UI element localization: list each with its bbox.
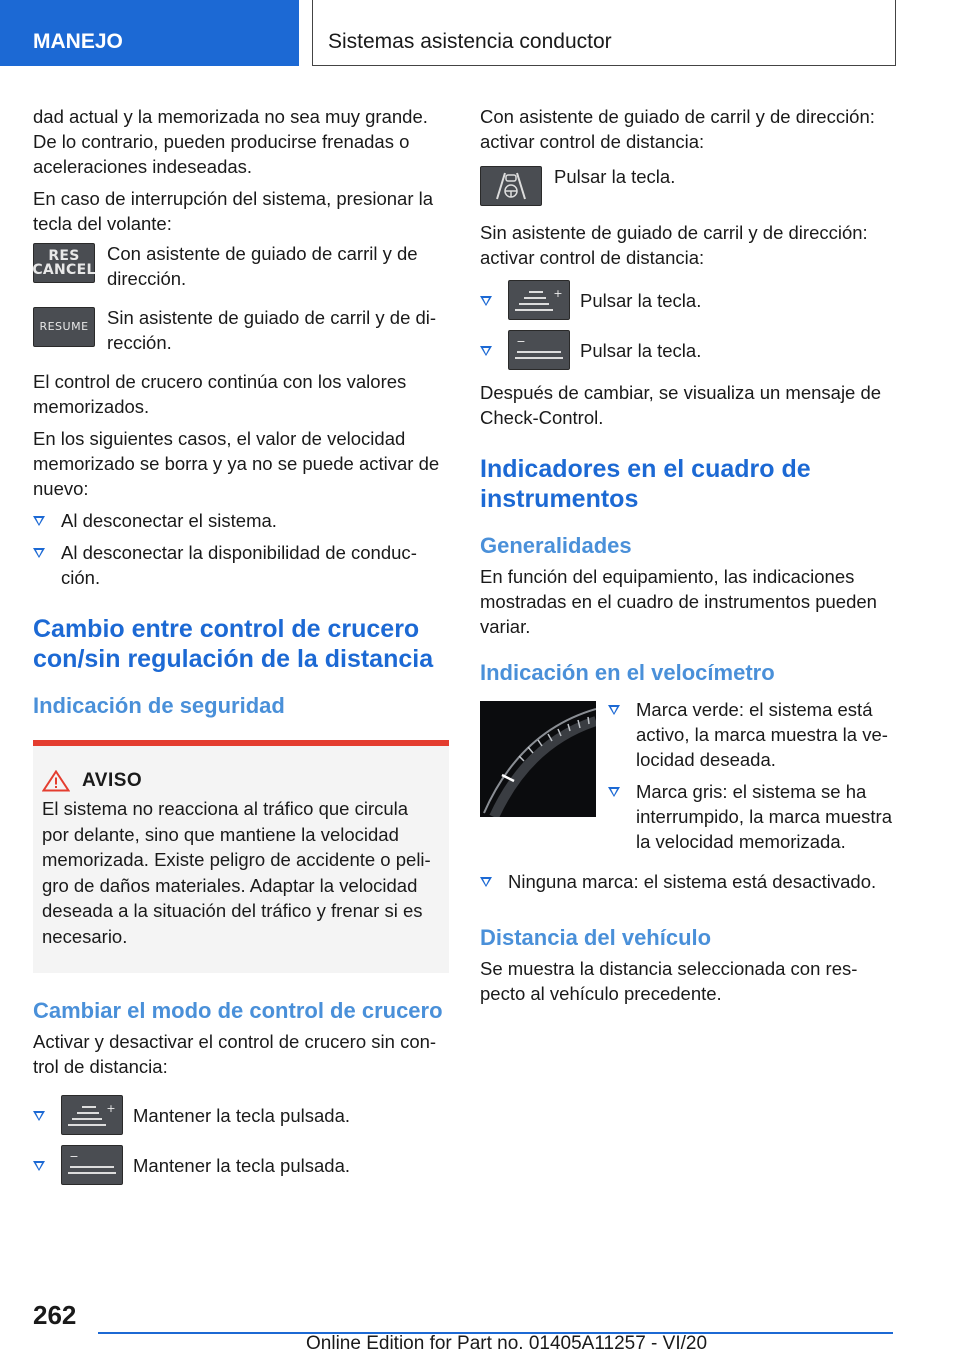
edition-text: Online Edition for Part no. 01405A11257 - VI/20	[306, 1333, 708, 1354]
paragraph: Se muestra la distancia seleccionada con respecto al vehículo precedente.	[480, 958, 858, 1004]
subsection-heading: Distancia del vehículo	[480, 925, 712, 950]
paragraph: En función del equipamiento, las indicaciones mostradas en el cuadro de instrumentos pueden variar.	[480, 566, 877, 637]
list-item: Al desconectar la disponibilidad de conducción.	[33, 540, 449, 590]
right-column	[480, 104, 896, 1013]
bullet-triangle-icon	[33, 548, 45, 558]
lane-distance-minus-icon	[508, 330, 570, 370]
key-row-res-cancel	[33, 243, 449, 291]
bullet-triangle-icon	[608, 705, 620, 715]
key-label-line2: CANCEL	[32, 262, 96, 278]
paragraph: Con asistente de guiado de carril y de dirección: activar control de distancia:	[480, 106, 875, 152]
bullet-triangle-icon	[480, 346, 492, 356]
resume-key-icon	[33, 307, 95, 347]
list-item: Marca verde: el sistema está activo, la marca muestra la velocidad deseada.	[608, 697, 896, 772]
speedometer-image	[480, 701, 596, 817]
page-number: 262	[33, 1300, 77, 1330]
subsection-heading: Cambiar el modo de control de crucero	[33, 998, 443, 1023]
bullet-list	[480, 869, 896, 894]
bullet-triangle-icon	[480, 877, 492, 887]
warning-label: AVISO	[82, 770, 143, 791]
key-description: Mantener la tecla pulsada.	[133, 1154, 350, 1176]
key-label-line1: RES	[48, 248, 80, 264]
bullet-triangle-icon	[33, 1111, 45, 1121]
key-sign: +	[553, 287, 563, 300]
speedometer-bullets	[608, 697, 896, 861]
key-list-item	[33, 1095, 449, 1135]
section-tab: MANEJO	[0, 0, 299, 66]
paragraph: En caso de interrupción del sistema, presionar la tecla del volante:	[33, 188, 434, 234]
key-list-item	[480, 330, 896, 370]
bullet-triangle-icon	[608, 787, 620, 797]
key-description: Con asistente de guiado de carril y de dirección.	[107, 243, 418, 289]
paragraph: dad actual y la memorizada no sea muy grande. De lo contrario, pueden producirse frenadas o aceleraciones indeseadas.	[33, 106, 428, 177]
paragraph: Después de cambiar, se visualiza un mensaje de Check-Control.	[480, 382, 882, 428]
left-column	[33, 104, 449, 1195]
paragraph: El control de crucero continúa con los valores memorizados.	[33, 371, 407, 417]
warning-text: El sistema no reacciona al tráfico que circula por delante, sino que mantiene la velocidad memorizada. Existe peligro de accidente o peligro de daños materiales. Adaptar la velocidad deseada a la situación del tráfico y frenar si es necesario.	[42, 798, 431, 947]
subsection-heading: Indicación en el velocímetro	[480, 660, 775, 685]
paragraph: Activar y desactivar el control de crucero sin control de distancia:	[33, 1031, 437, 1077]
lane-distance-plus-icon	[61, 1095, 123, 1135]
list-item: Ninguna marca: el sistema está desactivado.	[480, 869, 896, 894]
key-description: Pulsar la tecla.	[580, 339, 702, 361]
warning-box	[33, 740, 449, 973]
key-description: Pulsar la tecla.	[580, 289, 702, 311]
key-row-resume	[33, 307, 449, 355]
list-item: Al desconectar el sistema.	[33, 508, 449, 533]
section-heading: Indicadores en el cuadro de instrumentos	[480, 455, 811, 513]
key-description: Mantener la tecla pulsada.	[133, 1104, 350, 1126]
section-heading: Cambio entre control de crucero con/sin regulación de la distancia	[33, 615, 434, 673]
page-header	[0, 0, 960, 66]
chapter-title: Sistemas asistencia conductor	[312, 0, 896, 66]
bullet-list	[33, 508, 449, 590]
subsection-heading: Generalidades	[480, 533, 632, 558]
lane-distance-minus-icon	[61, 1145, 123, 1185]
subsection-heading: Indicación de seguridad	[33, 693, 285, 718]
paragraph: Sin asistente de guiado de carril y de dirección: activar control de distancia:	[480, 222, 868, 268]
key-sign: −	[69, 1152, 79, 1163]
key-row-steering-assist	[480, 166, 896, 206]
steering-assist-icon	[480, 166, 542, 206]
key-label: RESUME	[39, 320, 89, 333]
paragraph: En los siguientes casos, el valor de velocidad memorizado se borra y ya no se puede activar de nuevo:	[33, 428, 440, 499]
lane-distance-plus-icon	[508, 280, 570, 320]
key-description: Pulsar la tecla.	[554, 166, 676, 187]
speedometer-section	[480, 701, 896, 861]
warning-triangle-icon	[42, 770, 70, 792]
key-sign: +	[106, 1102, 116, 1115]
bullet-triangle-icon	[480, 296, 492, 306]
key-description: Sin asistente de guiado de carril y de dirección.	[107, 307, 437, 353]
bullet-triangle-icon	[33, 1161, 45, 1171]
bullet-triangle-icon	[33, 516, 45, 526]
list-item: Marca gris: el sistema se ha interrumpido, la marca muestra la velocidad memorizada.	[608, 779, 896, 854]
res-cancel-key-icon	[33, 243, 95, 283]
key-list-item	[480, 280, 896, 320]
warning-header	[42, 770, 439, 792]
key-list-item	[33, 1145, 449, 1185]
key-sign: −	[516, 337, 526, 348]
